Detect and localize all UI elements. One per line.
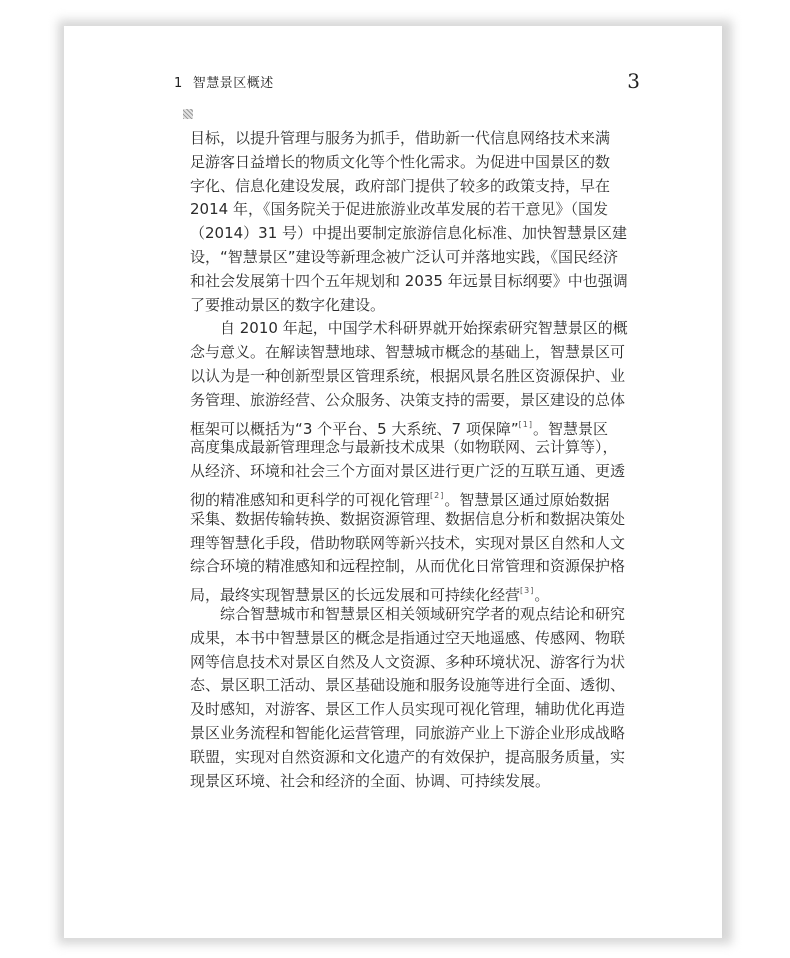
chapter-number: 1	[174, 76, 183, 91]
text-line: 设，“智慧景区”建设等新理念被广泛认可并落地实践，《国民经济	[190, 247, 619, 266]
text-line: 综合环境的精准感知和远程控制，从而优化日常管理和资源保护格	[190, 557, 626, 576]
citation-3: [3]	[520, 586, 535, 596]
body-text	[190, 127, 628, 793]
text-line: 念与意义。在解读智慧地球、智慧城市概念的基础上，智慧景区可	[190, 343, 626, 362]
text-line: 高度集成最新管理理念与最新技术成果（如物联网、云计算等），	[190, 438, 618, 457]
text-line-with-citation	[190, 579, 608, 603]
book-page	[64, 26, 722, 938]
text-line-with-citation	[190, 484, 608, 508]
text-line: 足游客日益增长的物质文化等个性化需求。为促进中国景区的数	[190, 152, 611, 171]
text-line: 网等信息技术对景区自然及人文资源、多种环境状况、游客行为状	[190, 652, 626, 671]
text-segment: 。	[534, 586, 550, 605]
text-line: 目标，以提升管理与服务为抓手，借助新一代信息网络技术来满	[190, 129, 611, 147]
text-line: 成果，本书中智慧景区的概念是指通过空天地遥感、传感网、物联	[190, 628, 626, 647]
text-line: 以认为是一种创新型景区管理系统，根据风景名胜区资源保护、业	[190, 366, 626, 385]
text-line: 自 2010 年起，中国学术科研界就开始探索研究智慧景区的概	[220, 319, 628, 338]
text-line: 联盟，实现对自然资源和文化遗产的有效保护，提高服务质量，实	[190, 747, 626, 766]
text-line: 了要推动景区的数字化建设。	[190, 295, 386, 314]
text-line: （2014）31 号）中提出要制定旅游信息化标准、加快智慧景区建	[190, 224, 628, 243]
text-line: 务管理、旅游经营、公众服务、决策支持的需要，景区建设的总体	[190, 390, 626, 409]
page-number: 3	[627, 69, 640, 93]
text-line: 2014 年，《国务院关于促进旅游业改革发展的若干意见》（国发	[190, 200, 608, 219]
citation-1: [1]	[518, 419, 533, 429]
text-line: 现景区环境、社会和经济的全面、协调、可持续发展。	[190, 771, 551, 790]
text-line-with-citation	[190, 413, 608, 437]
running-head	[174, 72, 274, 91]
paragraph-2	[190, 317, 628, 605]
text-segment: 。智慧景区	[532, 419, 608, 438]
text-segment: 框架可以概括为“3 个平台、5 大系统、7 项保障”	[190, 419, 519, 438]
text-segment: 。智慧景区通过原始数据	[444, 490, 610, 509]
text-segment: 彻的精准感知和更科学的可视化管理	[190, 490, 431, 509]
citation-2: [2]	[430, 490, 445, 500]
text-line: 态、景区职工活动、景区基础设施和服务设施等进行全面、透彻、	[190, 676, 626, 695]
text-line: 综合智慧城市和智慧景区相关领域研究学者的观点结论和研究	[220, 604, 626, 623]
text-line: 从经济、环境和社会三个方面对景区进行更广泛的互联互通、更透	[190, 462, 626, 481]
text-line: 景区业务流程和智能化运营管理，同旅游产业上下游企业形成战略	[190, 723, 626, 742]
text-line: 理等智慧化手段，借助物联网等新兴技术，实现对景区自然和人文	[190, 533, 626, 552]
text-line: 采集、数据传输转换、数据资源管理、数据信息分析和数据决策处	[190, 509, 626, 528]
text-line: 及时感知，对游客、景区工作人员实现可视化管理，辅助优化再造	[190, 700, 626, 719]
chapter-title: 智慧景区概述	[192, 76, 274, 91]
chapter-marker-icon	[183, 109, 193, 119]
text-segment: 局，最终实现智慧景区的长远发展和可持续化经营	[190, 586, 521, 605]
paragraph-1	[190, 127, 628, 317]
paragraph-3	[190, 603, 626, 793]
text-line: 字化、信息化建设发展，政府部门提供了较多的政策支持，早在	[190, 176, 611, 195]
text-line: 和社会发展第十四个五年规划和 2035 年远景目标纲要》中也强调	[190, 271, 628, 290]
